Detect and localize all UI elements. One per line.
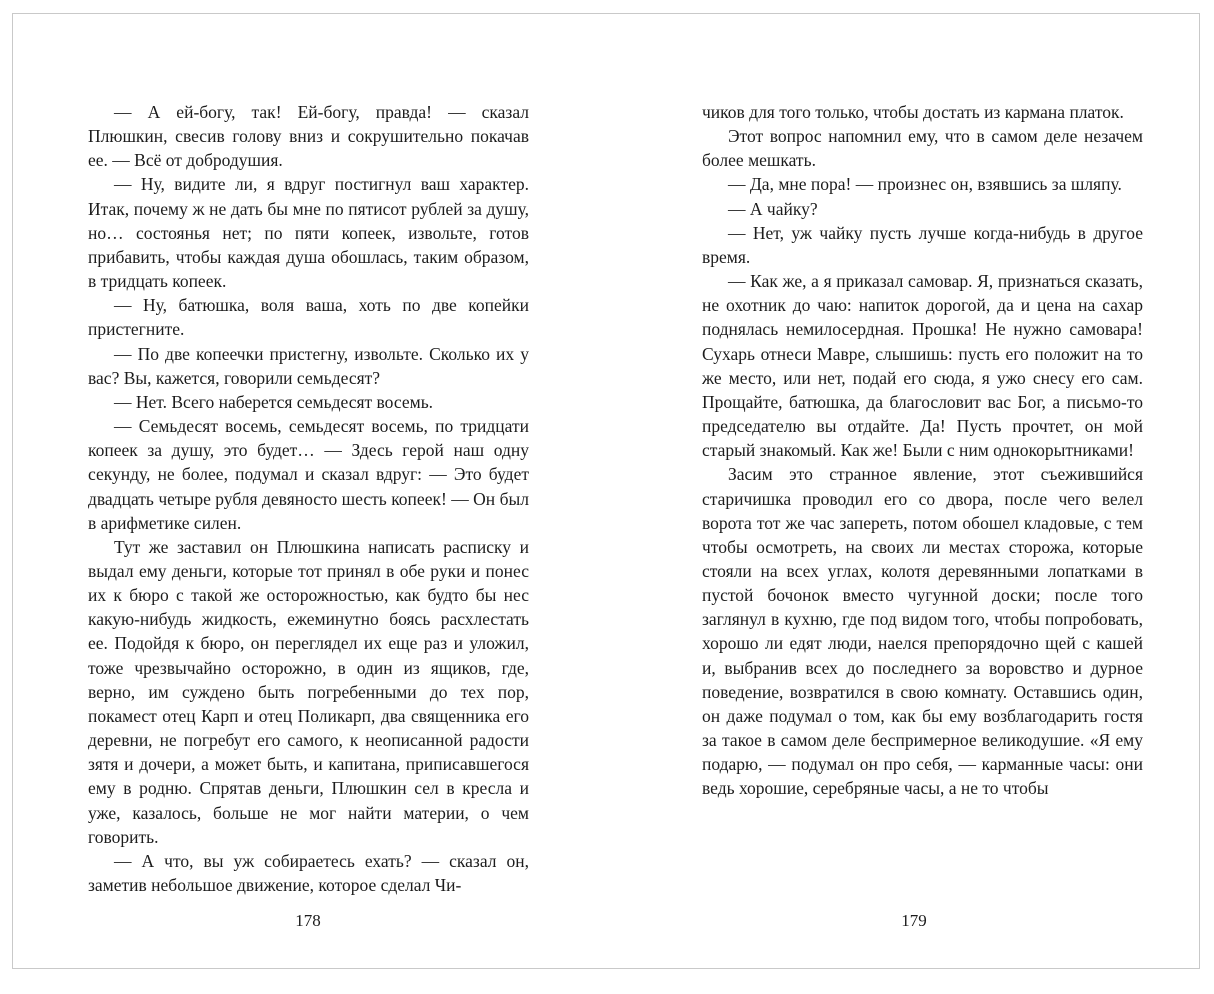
paragraph: — А ей-богу, так! Ей-богу, правда! — сказал Плюшкин, свесив голову вниз и сокрушительно покачав ее. — Всё от добродушия. xyxy=(88,102,529,171)
paragraph: — По две копеечки пристегну, извольте. Сколько их у вас? Вы, кажется, говорили семьдесят? xyxy=(88,343,529,388)
left-page xyxy=(13,14,607,968)
book-spread xyxy=(12,13,1200,969)
paragraph: — Ну, батюшка, воля ваша, хоть по две копейки пристегните. xyxy=(88,295,529,340)
left-page-text xyxy=(88,100,529,897)
paragraph: — Да, мне пора! — произнес он, взявшись за шляпу. xyxy=(728,174,1122,195)
paragraph: Этот вопрос напомнил ему, что в самом деле незачем более мешкать. xyxy=(702,126,1143,171)
paragraph: чиков для того только, чтобы достать из кармана платок. xyxy=(702,102,1124,122)
paragraph: — А чайку? xyxy=(728,198,818,219)
right-page-text xyxy=(702,100,1143,801)
page-number: 178 xyxy=(295,911,321,930)
paragraph: — Семьдесят восемь, семьдесят восемь, по тридцати копеек за душу, это будет… — Здесь герой наш одну секунду, не более, подумал и сказал вдруг: — Это будет двадцать четыре рубля девяносто шесть копеек! — Он был в арифметике силен. xyxy=(88,416,529,533)
paragraph: Засим это странное явление, этот съежившийся старичишка проводил его со двора, после чего велел ворота тот же час запереть, потом обошел кладовые, с тем чтобы осмотреть, на своих ли местах сторожа, которые стояли на всех углах, колотя деревянными лопатками в пустой бочонок вместо чугунной доски; после того заглянул в кухню, где под видом того, чтобы попробовать, хорошо ли едят люди, наелся препорядочно щей с кашей и, выбранив всех до последнего за воровство и дурное поведение, возвратился в свою комнату. Оставшись один, он даже подумал о том, как бы ему возблагодарить гостя за такое в самом деле беспримерное великодушие. «Я ему подарю, — подумал он про себя, — карманные часы: они ведь хорошие, серебряные часы, а не то чтобы xyxy=(702,464,1143,799)
page-number: 179 xyxy=(901,911,927,930)
right-page xyxy=(607,14,1201,968)
paragraph: Тут же заставил он Плюшкина написать расписку и выдал ему деньги, которые тот принял в обе руки и понес их к бюро с такой же осторожностью, как будто бы нес какую-нибудь жидкость, ежеминутно боясь расхлестать ее. Подойдя к бюро, он переглядел их еще раз и уложил, тоже чрезвычайно осторожно, в один из ящиков, где, верно, им суждено быть погребенными до тех пор, покамест отец Карп и отец Поликарп, два священника его деревни, не погребут его самого, к неописанной радости зятя и дочери, а может быть, и капитана, приписавшегося ему в родню. Спрятав деньги, Плюшкин сел в кресла и уже, казалось, больше не мог найти материи, о чем говорить. xyxy=(88,536,529,847)
paragraph: — Нет, уж чайку пусть лучше когда-нибудь в другое время. xyxy=(702,222,1143,267)
paragraph: — Ну, видите ли, я вдруг постигнул ваш характер. Итак, почему ж не дать бы мне по пятисот рублей за душу, но… состоянья нет; по пяти копеек, извольте, готов прибавить, чтобы каждая душа обошлась, таким образом, в тридцать копеек. xyxy=(88,174,529,292)
paragraph: — А что, вы уж собираетесь ехать? — сказал он, заметив небольшое движение, которое сделал Чи- xyxy=(88,850,529,895)
paragraph: — Как же, а я приказал самовар. Я, признаться сказать, не охотник до чаю: напиток дорогой, да и цена на сахар поднялась немилосердная. Прошка! Не нужно самовара! Сухарь отнеси Мавре, слышишь: пусть его положит на то же место, или нет, подай его сюда, я ужо снесу его сам. Прощайте, батюшка, да благословит вас Бог, а письмо-то председателю вы отдайте. Да! Пусть прочтет, он мой старый знакомый. Как же! Были с ним однокорытниками! xyxy=(702,271,1143,461)
paragraph: — Нет. Всего наберется семьдесят восемь. xyxy=(114,391,434,412)
